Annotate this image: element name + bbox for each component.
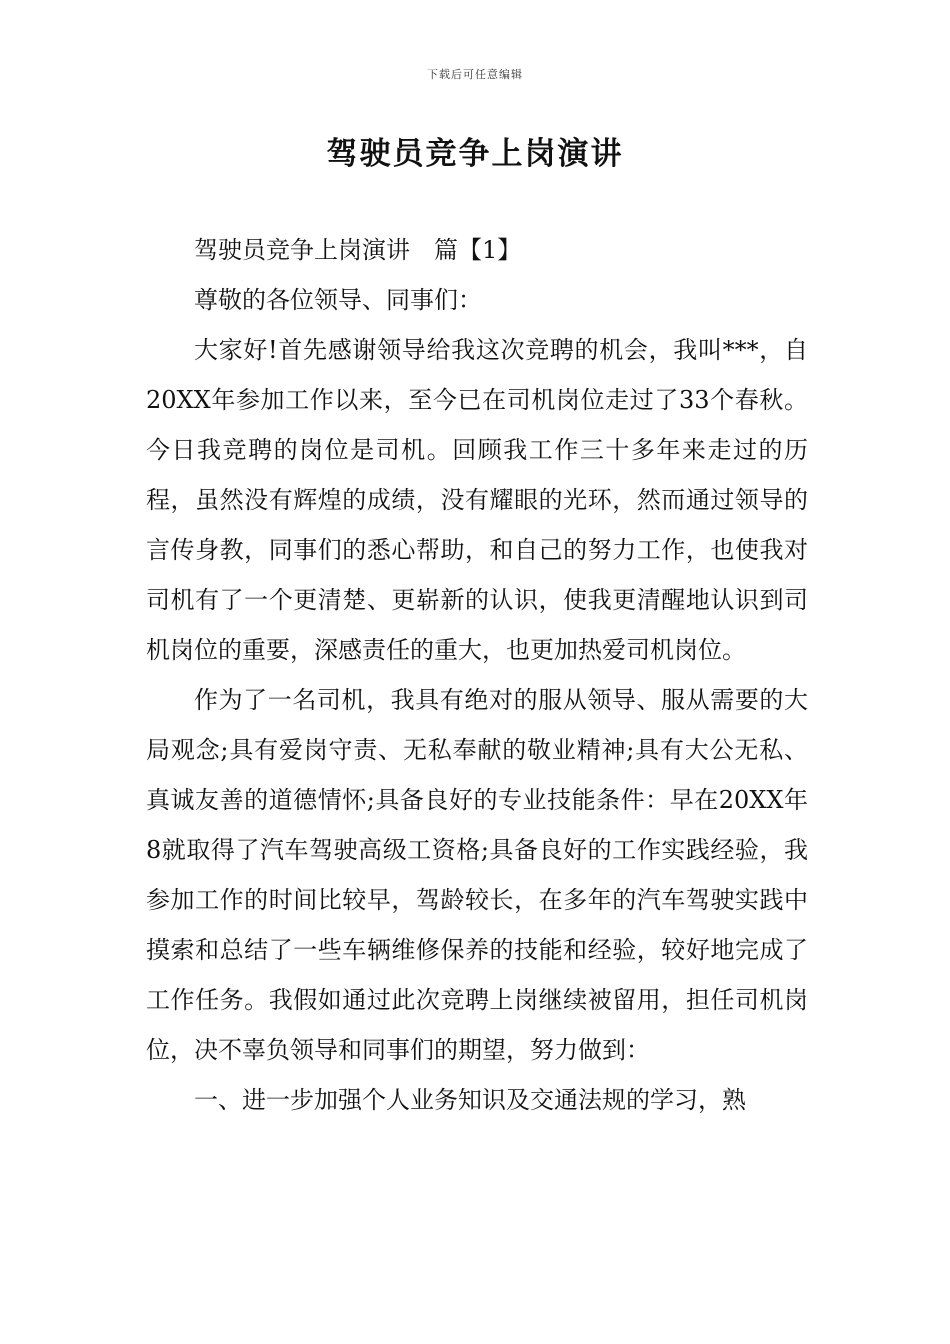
document-title: 驾驶员竞争上岗演讲 xyxy=(326,136,624,172)
paragraph-point-one: 一、进一步加强个人业务知识及交通法规的学习，熟 xyxy=(194,1086,746,1114)
paragraph-intro: 大家好!首先感谢领导给我这次竞聘的机会，我叫***，自20XX年参加工作以来，至今已在司机岗位走过了33个春秋。今日我竞聘的岗位是司机。回顾我工作三十多年来走过的历程，虽然没有辉煌的成绩，没有耀眼的光环，然而通过领导的言传身教，同事们的悉心帮助，和自己的努力工作，也使我对司机有了一个更清楚、更崭新的认识，使我更清醒地认识到司机岗位的重要，深感责任的重大，也更加热爱司机岗位。 xyxy=(146,336,808,664)
paragraph-salutation: 尊敬的各位领导、同事们： xyxy=(194,286,482,314)
paragraph-qualifications: 作为了一名司机，我具有绝对的服从领导、服从需要的大局观念;具有爱岗守责、无私奉献的敬业精神;具有大公无私、真诚友善的道德情怀;具备良好的专业技能条件：早在20XX年8就取得了汽车驾驶高级工资格;具备良好的工作实践经验，我参加工作的时间比较早，驾龄较长，在多年的汽车驾驶实践中摸索和总结了一些车辆维修保养的技能和经验，较好地完成了工作任务。我假如通过此次竞聘上岗继续被留用，担任司机岗位，决不辜负领导和同事们的期望，努力做到： xyxy=(146,686,808,1064)
paragraph-heading: 驾驶员竞争上岗演讲 篇【1】 xyxy=(194,236,522,264)
header-note: 下载后可任意编辑 xyxy=(427,68,523,81)
document-body xyxy=(146,225,808,1125)
